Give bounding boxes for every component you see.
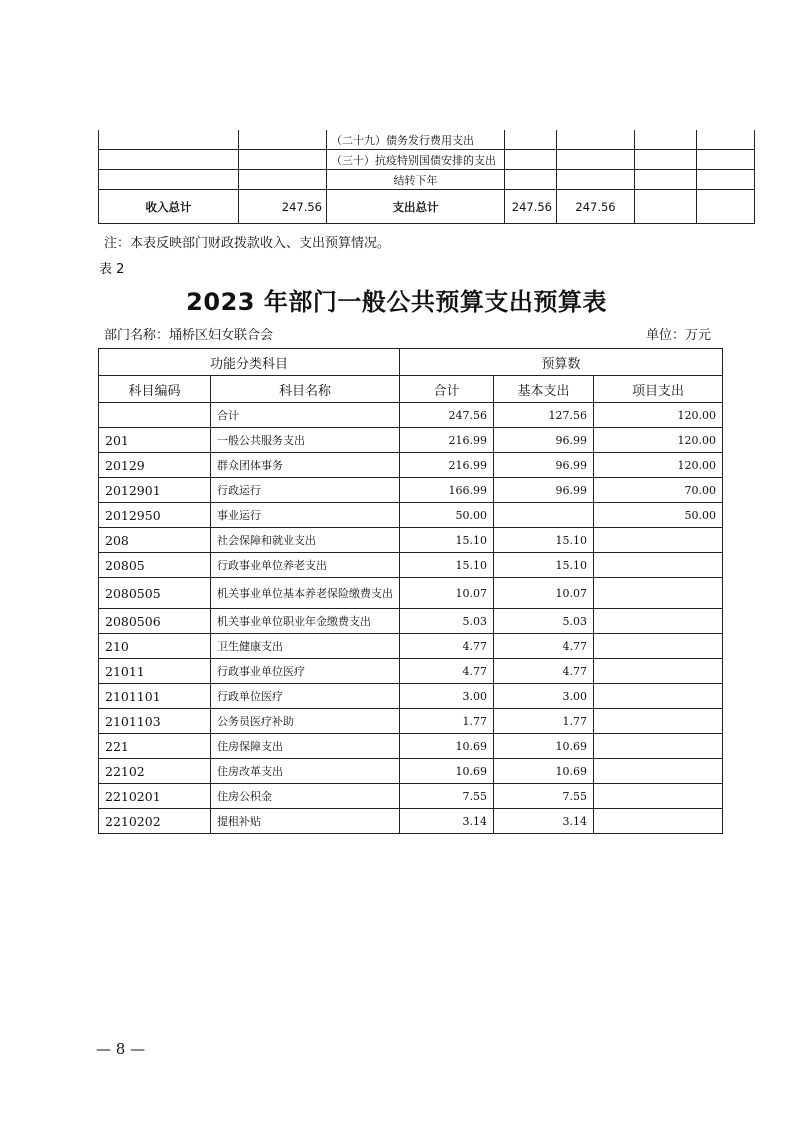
basic-expense-cell [494, 503, 594, 528]
table-row [99, 150, 755, 170]
subject-name-cell: 住房保障支出 [211, 734, 400, 759]
basic-expense-cell: 4.77 [494, 634, 594, 659]
subject-code-cell: 20805 [99, 553, 211, 578]
project-expense-cell [594, 809, 723, 834]
subject-name-cell: 卫生健康支出 [211, 634, 400, 659]
table-row [99, 634, 723, 659]
total-amount-cell: 4.77 [400, 659, 494, 684]
subject-code-cell: 21011 [99, 659, 211, 684]
subject-code-cell: 20129 [99, 453, 211, 478]
table-row [99, 759, 723, 784]
table-row [99, 578, 723, 609]
table-row [99, 709, 723, 734]
expense-total-value: 247.56 [505, 190, 557, 224]
basic-expense-cell: 5.03 [494, 609, 594, 634]
subject-code-cell: 2012901 [99, 478, 211, 503]
total-amount-cell: 247.56 [400, 403, 494, 428]
subject-name-cell: 群众团体事务 [211, 453, 400, 478]
table-number: 表 2 [99, 262, 125, 277]
basic-expense-cell: 96.99 [494, 453, 594, 478]
total-amount-cell: 15.10 [400, 553, 494, 578]
subject-code-cell: 2101103 [99, 709, 211, 734]
subject-name-cell: 社会保障和就业支出 [211, 528, 400, 553]
budget-expenditure-table [98, 348, 723, 834]
column-header-name: 科目名称 [211, 376, 400, 403]
income-expense-summary-table [98, 130, 755, 224]
subject-code-cell: 2012950 [99, 503, 211, 528]
basic-expense-cell: 10.07 [494, 578, 594, 609]
table-row [99, 809, 723, 834]
subject-code-cell: 210 [99, 634, 211, 659]
project-expense-cell [594, 659, 723, 684]
income-total-label: 收入总计 [99, 190, 239, 224]
subject-name-cell: 合计 [211, 403, 400, 428]
project-expense-cell: 120.00 [594, 403, 723, 428]
department-name: 部门名称：埇桥区妇女联合会 [104, 328, 274, 343]
subject-code-cell: 2101101 [99, 684, 211, 709]
subject-name-cell: 提租补贴 [211, 809, 400, 834]
total-amount-cell: 15.10 [400, 528, 494, 553]
project-expense-cell [594, 609, 723, 634]
project-expense-cell [594, 759, 723, 784]
subject-code-cell: 2080506 [99, 609, 211, 634]
table-row [99, 503, 723, 528]
table-row [99, 478, 723, 503]
table-row [99, 609, 723, 634]
subject-name-cell: 机关事业单位基本养老保险缴费支出 [211, 578, 400, 609]
header-function-category: 功能分类科目 [99, 349, 400, 376]
total-amount-cell: 166.99 [400, 478, 494, 503]
table-row [99, 130, 755, 150]
project-expense-cell [594, 578, 723, 609]
total-amount-cell: 10.07 [400, 578, 494, 609]
total-amount-cell: 10.69 [400, 734, 494, 759]
basic-expense-cell: 127.56 [494, 403, 594, 428]
column-header-basic: 基本支出 [494, 376, 594, 403]
subject-code-cell: 208 [99, 528, 211, 553]
subject-code-cell: 2210202 [99, 809, 211, 834]
table-row [99, 170, 755, 190]
subject-name-cell: 行政单位医疗 [211, 684, 400, 709]
total-amount-cell: 5.03 [400, 609, 494, 634]
project-expense-cell: 70.00 [594, 478, 723, 503]
subject-name-cell: 公务员医疗补助 [211, 709, 400, 734]
header-row [99, 349, 723, 376]
basic-expense-cell: 10.69 [494, 759, 594, 784]
subject-name-cell: 行政事业单位医疗 [211, 659, 400, 684]
unit-label: 单位：万元 [646, 328, 712, 343]
table-row [99, 784, 723, 809]
subject-name-cell: 住房改革支出 [211, 759, 400, 784]
total-amount-cell: 3.00 [400, 684, 494, 709]
table-row [99, 403, 723, 428]
subject-code-cell: 221 [99, 734, 211, 759]
table-note: 注：本表反映部门财政拨款收入、支出预算情况。 [104, 236, 391, 251]
header-row [99, 376, 723, 403]
column-header-project: 项目支出 [594, 376, 723, 403]
project-expense-cell: 50.00 [594, 503, 723, 528]
subject-code-cell [99, 403, 211, 428]
project-expense-cell [594, 634, 723, 659]
total-row [99, 190, 755, 224]
table-row [99, 453, 723, 478]
total-amount-cell: 4.77 [400, 634, 494, 659]
basic-expense-cell: 96.99 [494, 478, 594, 503]
basic-expense-cell: 15.10 [494, 528, 594, 553]
basic-expense-cell: 15.10 [494, 553, 594, 578]
table-row [99, 659, 723, 684]
expense-item-label: （三十）抗疫特别国债安排的支出 [327, 150, 505, 170]
page-number: — 8 — [96, 1040, 146, 1058]
project-expense-cell: 120.00 [594, 428, 723, 453]
subject-name-cell: 一般公共服务支出 [211, 428, 400, 453]
subject-code-cell: 2080505 [99, 578, 211, 609]
total-amount-cell: 7.55 [400, 784, 494, 809]
page-title: 2023 年部门一般公共预算支出预算表 [186, 288, 607, 316]
total-amount-cell: 1.77 [400, 709, 494, 734]
column-header-total: 合计 [400, 376, 494, 403]
subject-name-cell: 行政运行 [211, 478, 400, 503]
subject-name-cell: 行政事业单位养老支出 [211, 553, 400, 578]
table-row [99, 684, 723, 709]
basic-expense-cell: 10.69 [494, 734, 594, 759]
expense-total-value-2: 247.56 [557, 190, 635, 224]
project-expense-cell [594, 734, 723, 759]
expense-item-label: 结转下年 [327, 170, 505, 190]
project-expense-cell [594, 684, 723, 709]
project-expense-cell [594, 784, 723, 809]
total-amount-cell: 3.14 [400, 809, 494, 834]
table-row [99, 553, 723, 578]
project-expense-cell [594, 528, 723, 553]
table-row [99, 528, 723, 553]
subject-name-cell: 住房公积金 [211, 784, 400, 809]
expense-total-label: 支出总计 [327, 190, 505, 224]
basic-expense-cell: 3.00 [494, 684, 594, 709]
table-row [99, 428, 723, 453]
total-amount-cell: 216.99 [400, 453, 494, 478]
basic-expense-cell: 96.99 [494, 428, 594, 453]
subject-code-cell: 22102 [99, 759, 211, 784]
header-budget-amount: 预算数 [400, 349, 723, 376]
subject-code-cell: 201 [99, 428, 211, 453]
project-expense-cell [594, 709, 723, 734]
subject-name-cell: 事业运行 [211, 503, 400, 528]
basic-expense-cell: 7.55 [494, 784, 594, 809]
expense-item-label: （二十九）债务发行费用支出 [327, 130, 505, 150]
basic-expense-cell: 4.77 [494, 659, 594, 684]
subject-name-cell: 机关事业单位职业年金缴费支出 [211, 609, 400, 634]
basic-expense-cell: 3.14 [494, 809, 594, 834]
project-expense-cell: 120.00 [594, 453, 723, 478]
total-amount-cell: 216.99 [400, 428, 494, 453]
column-header-code: 科目编码 [99, 376, 211, 403]
subject-code-cell: 2210201 [99, 784, 211, 809]
basic-expense-cell: 1.77 [494, 709, 594, 734]
table-row [99, 734, 723, 759]
total-amount-cell: 10.69 [400, 759, 494, 784]
income-total-value: 247.56 [239, 190, 327, 224]
project-expense-cell [594, 553, 723, 578]
total-amount-cell: 50.00 [400, 503, 494, 528]
